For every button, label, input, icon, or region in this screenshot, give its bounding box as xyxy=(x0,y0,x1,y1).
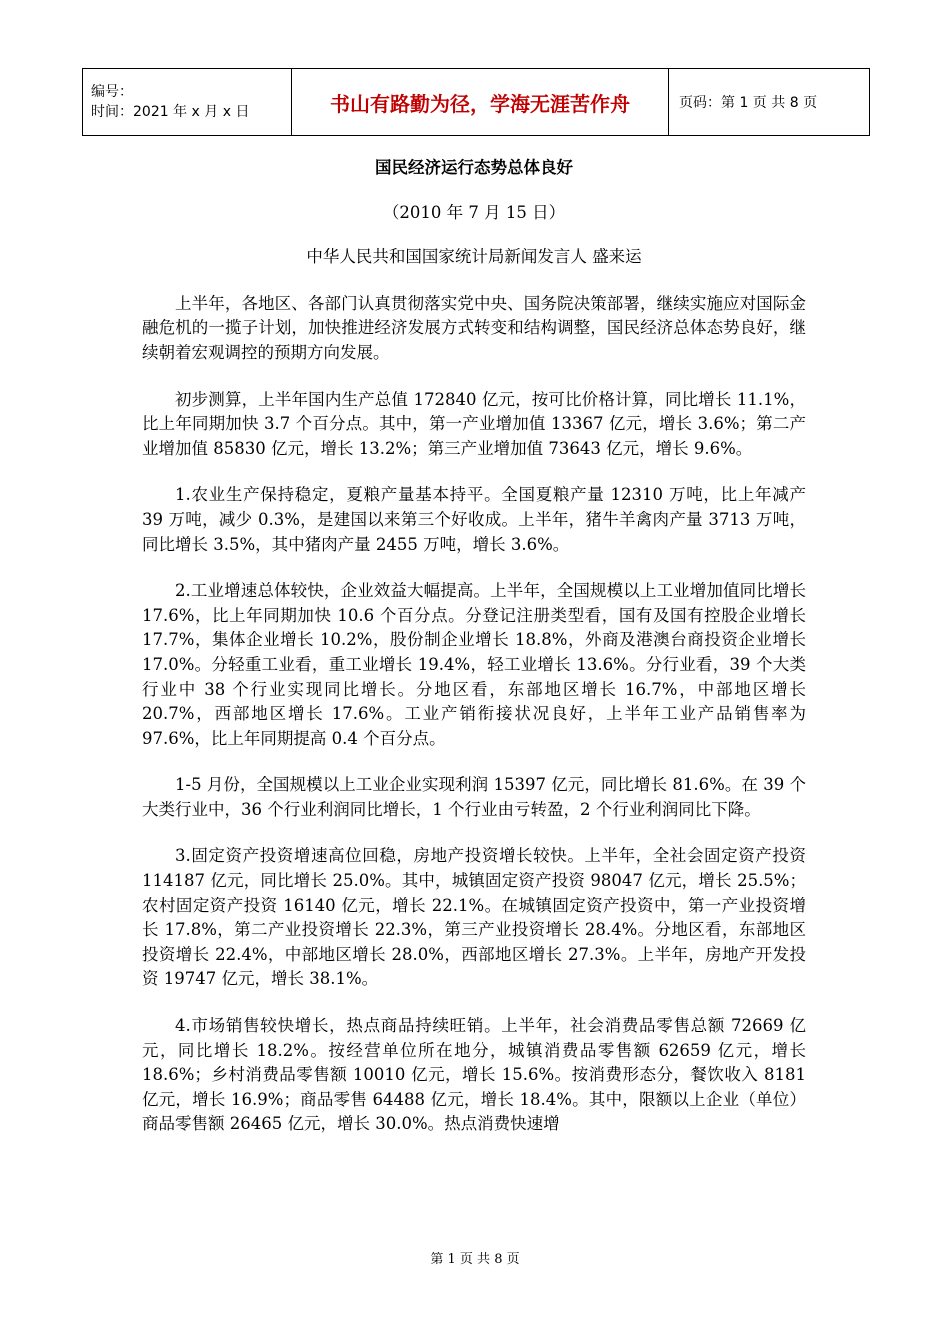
header-motto: 书山有路勤为径，学海无涯苦作舟 xyxy=(292,69,669,136)
document-header xyxy=(82,68,870,136)
document-author: 中华人民共和国国家统计局新闻发言人 盛来运 xyxy=(306,247,642,267)
header-page-info: 页码：第 1 页 共 8 页 xyxy=(669,69,870,136)
document-number-label: 编号： xyxy=(91,84,133,100)
paragraph-retail: 4.市场销售较快增长，热点商品持续旺销。上半年，社会消费品零售总额 72669 亿元，同比增长 18.2%。按经营单位所在地分，城镇消费品零售额 62659 亿元，增长 18.6%；乡村消费品零售额 10010 亿元，增长 15.6%。按消费形态分，餐饮收入 8181 亿元，增长 16.9%；商品零售 64488 亿元，增长 18.4%。其中，限额以上企业（单位）商品零售额 26465 亿元，增长 30.0%。热点消费快速增 xyxy=(142,1016,806,1134)
paragraph-industry-profit: 1-5 月份，全国规模以上工业企业实现利润 15397 亿元，同比增长 81.6%。在 39 个大类行业中，36 个行业利润同比增长，1 个行业由亏转盈，2 个行业利润同比下降。 xyxy=(142,775,806,819)
document-date: （2010 年 7 月 15 日） xyxy=(382,202,566,222)
document-time-label: 时间：2021 年 x 月 x 日 xyxy=(91,104,250,120)
page-footer: 第 1 页 共 8 页 xyxy=(430,1252,520,1267)
paragraph-industry: 2.工业增速总体较快，企业效益大幅提高。上半年，全国规模以上工业增加值同比增长 17.6%，比上年同期加快 10.6 个百分点。分登记注册类型看，国有及国有控股企业增长 17.7%，集体企业增长 10.2%，股份制企业增长 18.8%，外商及港澳台商投资企业增长 17.0%。分轻重工业看，重工业增长 19.4%，轻工业增长 13.6%。分行业看，39 个大类行业中 38 个行业实现同比增长。分地区看，东部地区增长 16.7%，中部地区增长 20.7%，西部地区增长 17.6%。工业产销衔接状况良好，上半年工业产品销售率为 97.6%，比上年同期提高 0.4 个百分点。 xyxy=(142,581,806,748)
header-meta-cell xyxy=(83,69,292,136)
paragraph-agriculture: 1.农业生产保持稳定，夏粮产量基本持平。全国夏粮产量 12310 万吨，比上年减产 39 万吨，减少 0.3%，是建国以来第三个好收成。上半年，猪牛羊禽肉产量 3713 万吨，同比增长 3.5%，其中猪肉产量 2455 万吨，增长 3.6%。 xyxy=(142,485,806,554)
document-body xyxy=(142,156,806,1159)
paragraph-intro: 上半年，各地区、各部门认真贯彻落实党中央、国务院决策部署，继续实施应对国际金融危机的一揽子计划，加快推进经济发展方式转变和结构调整，国民经济总体态势良好，继续朝着宏观调控的预期方向发展。 xyxy=(142,293,806,362)
paragraph-investment: 3.固定资产投资增速高位回稳，房地产投资增长较快。上半年，全社会固定资产投资 114187 亿元，同比增长 25.0%。其中，城镇固定资产投资 98047 亿元，增长 25.5%；农村固定资产投资 16140 亿元，增长 22.1%。在城镇固定资产投资中，第一产业投资增长 17.8%，第二产业投资增长 22.3%，第三产业投资增长 28.4%。分地区看，东部地区投资增长 22.4%，中部地区增长 28.0%，西部地区增长 27.3%。上半年，房地产开发投资 19747 亿元，增长 38.1%。 xyxy=(142,846,806,989)
paragraph-gdp: 初步测算，上半年国内生产总值 172840 亿元，按可比价格计算，同比增长 11.1%，比上年同期加快 3.7 个百分点。其中，第一产业增加值 13367 亿元，增长 3.6%；第二产业增加值 85830 亿元，增长 13.2%；第三产业增加值 73643 亿元，增长 9.6%。 xyxy=(142,389,806,458)
document-title: 国民经济运行态势总体良好 xyxy=(375,158,573,177)
